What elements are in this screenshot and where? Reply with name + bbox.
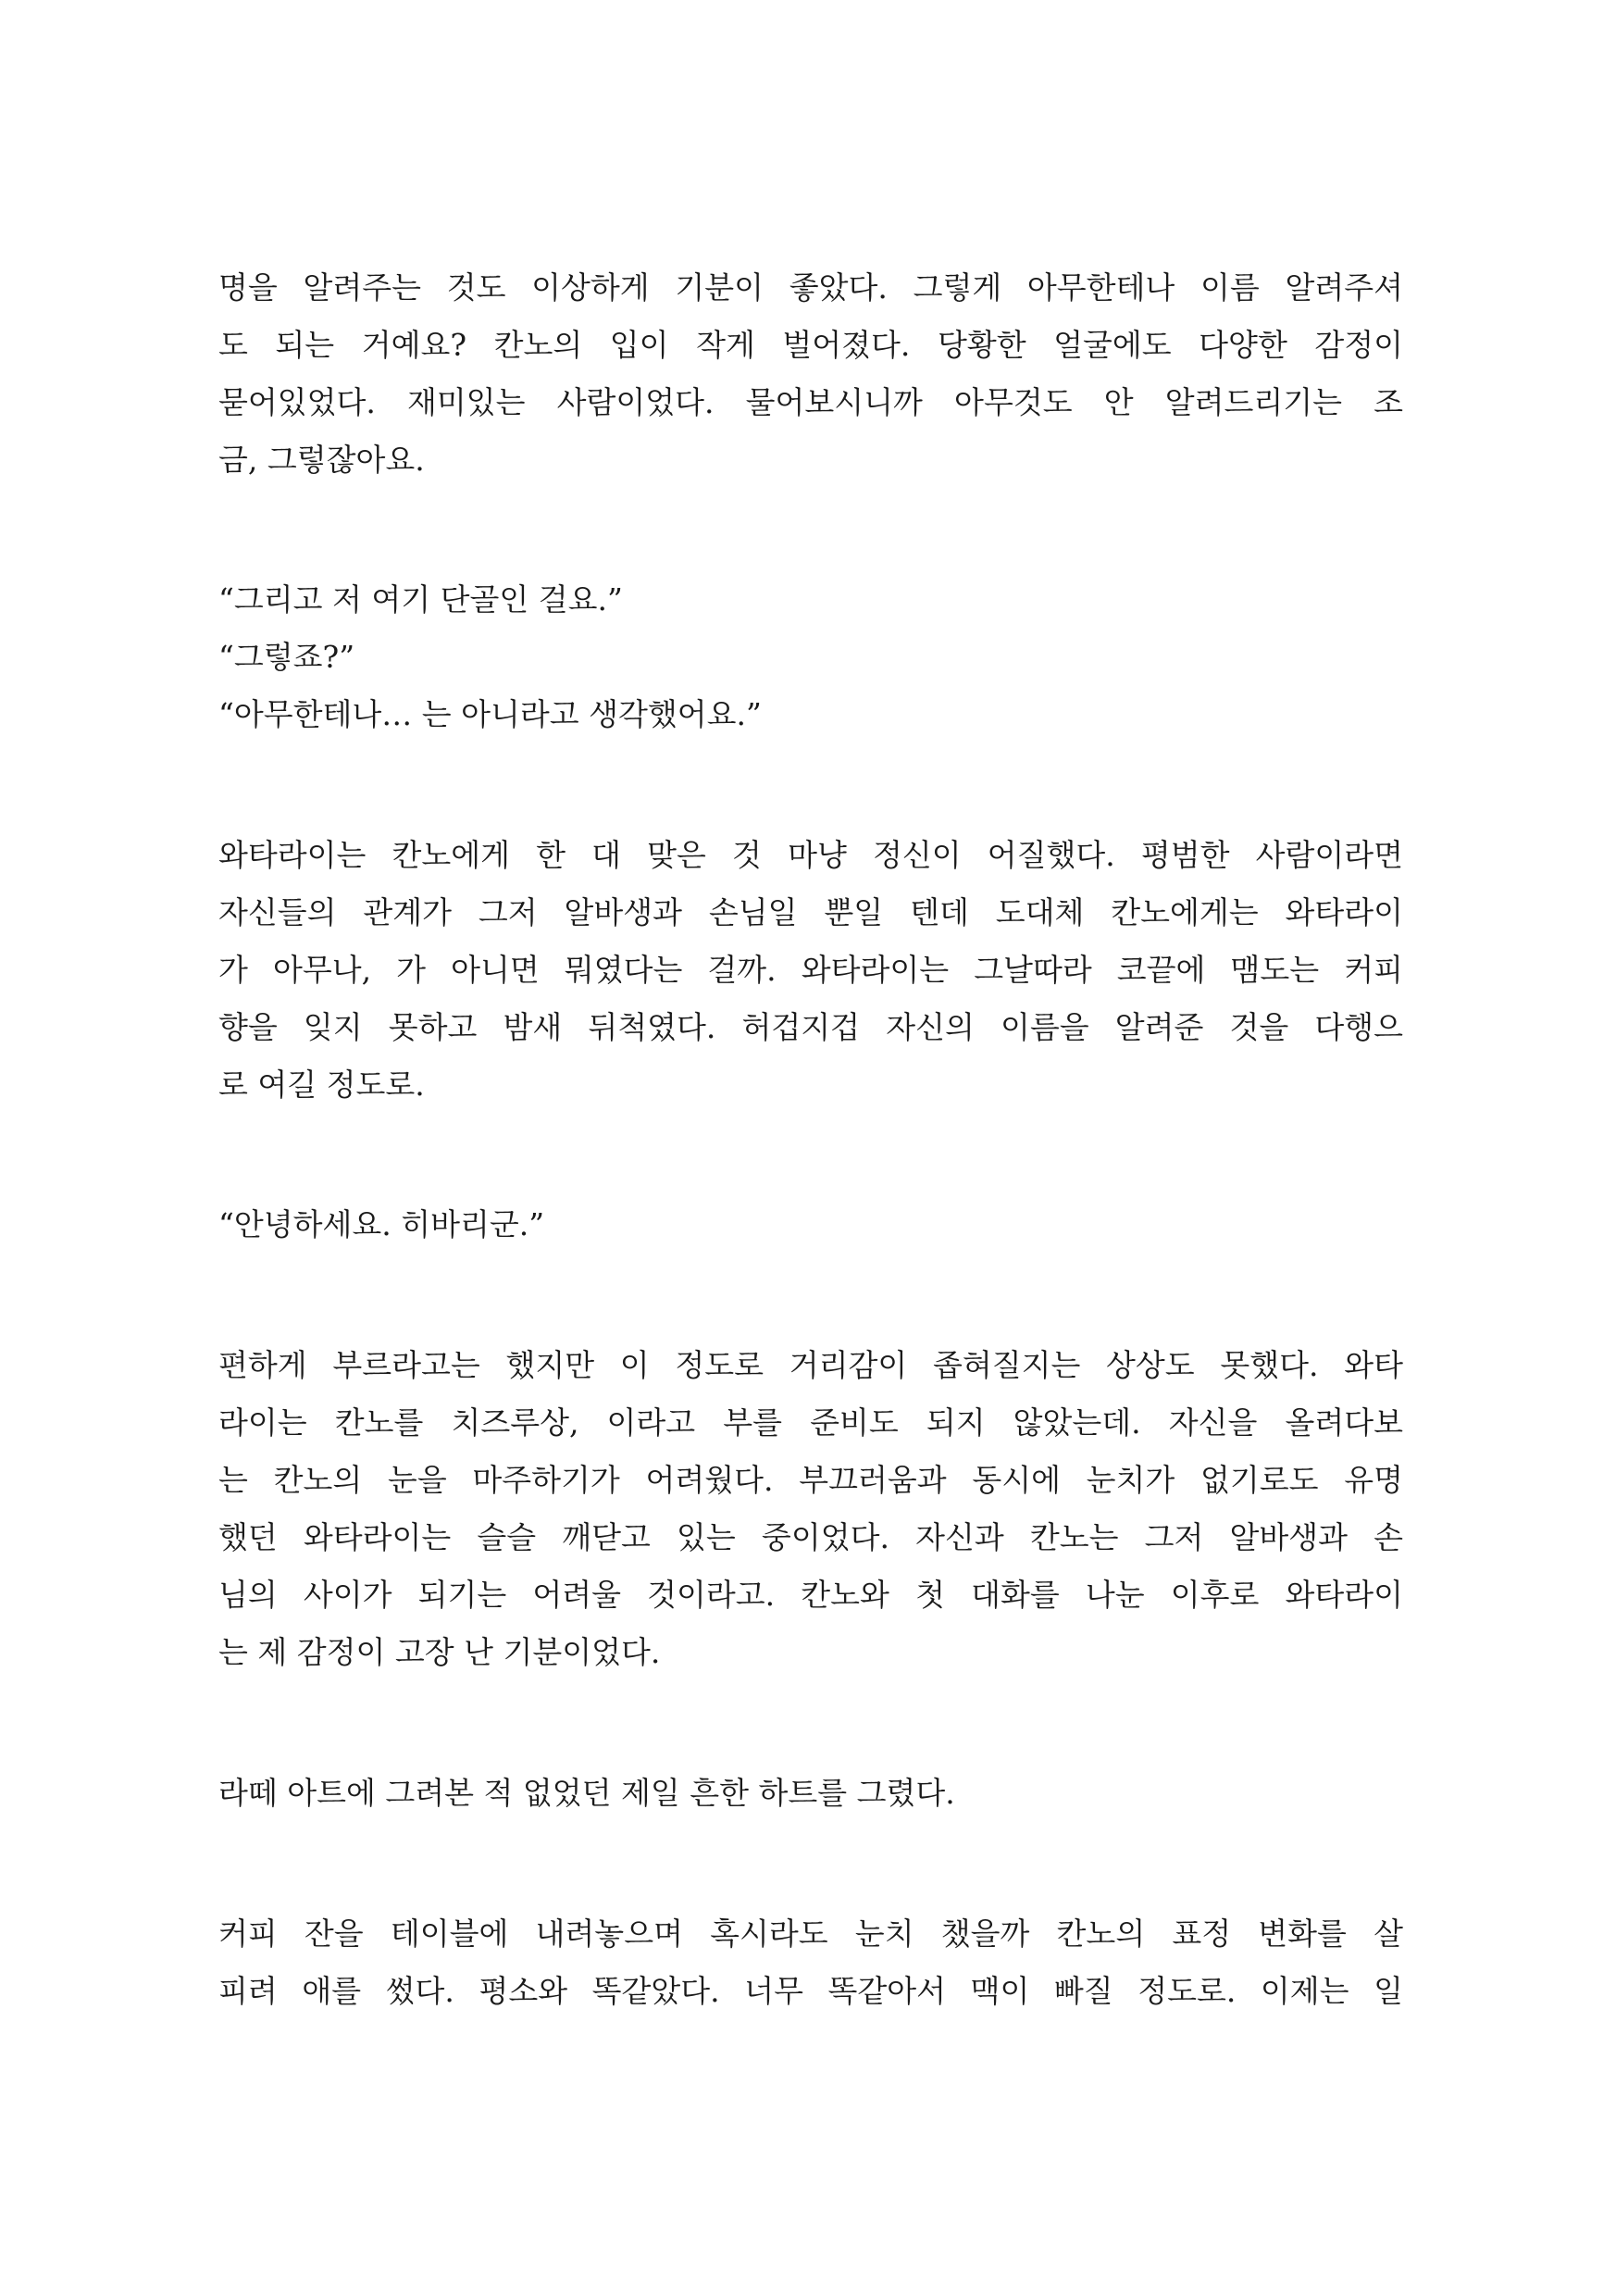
text-line: 로 여길 정도로. [218, 1067, 425, 1103]
text-line: 금, 그렇잖아요. [218, 442, 425, 478]
text-line: 도 되는 거예요? 칸노의 입이 작게 벌어졌다. 당황한 얼굴에도 다양한 감정이 [218, 327, 1403, 363]
text-line: 커피 잔을 테이블에 내려놓으며 혹시라도 눈치 챘을까 칸노의 표정 변화를 살 [218, 1915, 1403, 1952]
text-line: 했던 와타라이는 슬슬 깨닫고 있는 중이었다. 자신과 칸노는 그저 알바생과 손 [218, 1519, 1403, 1555]
text-line: 향을 잊지 못하고 밤새 뒤척였다. 허겁지겁 자신의 이름을 알려준 것을 다행으 [218, 1009, 1403, 1045]
dialogue-line: “아무한테나… 는 아니라고 생각했어요.” [218, 696, 762, 732]
text-line: 는 칸노의 눈을 마주하기가 어려웠다. 부끄러움과 동시에 눈치가 없기로도 유명 [218, 1462, 1403, 1498]
text-line: 라이는 칸노를 치즈루상, 이라고 부를 준비도 되지 않았는데. 자신을 올려다보 [218, 1404, 1403, 1441]
text-line: 편하게 부르라고는 했지만 이 정도로 거리감이 좁혀질지는 상상도 못했다. 와타 [218, 1347, 1403, 1383]
text-line: 묻어있었다. 재미있는 사람이었다. 물어보시니까 아무것도 안 알려드리기는 조 [218, 384, 1403, 420]
text-line: 님의 사이가 되기는 어려울 것이라고. 칸노와 첫 대화를 나눈 이후로 와타라이 [218, 1577, 1403, 1613]
text-line: 는 제 감정이 고장 난 기분이었다. [218, 1634, 661, 1670]
text-line: 피려 애를 썼다. 평소와 똑같았다. 너무 똑같아서 맥이 빠질 정도로. 이제는 일 [218, 1973, 1403, 2009]
text-line: 와타라이는 칸노에게 한 대 맞은 것 마냥 정신이 어질했다. 평범한 사람이라면 [218, 837, 1403, 873]
text-line: 라떼 아트에 그려본 적 없었던 제일 흔한 하트를 그렸다. [218, 1775, 955, 1811]
dialogue-line: “그리고 저 여기 단골인 걸요.” [218, 581, 623, 618]
dialogue-line: “안녕하세요. 히바리군.” [218, 1206, 545, 1242]
text-line: 가 아무나, 가 아니면 뭐였다는 걸까. 와타라이는 그날따라 코끝에 맴도는 커피 [218, 952, 1403, 988]
text-line: 명을 알려주는 것도 이상하게 기분이 좋았다. 그렇게 아무한테나 이름 알려주셔 [218, 269, 1403, 306]
dialogue-line: “그렇죠?” [218, 639, 355, 675]
text-line: 자신들의 관계가 그저 알바생과 손님일 뿐일 텐데 도대체 칸노에게는 와타라이 [218, 894, 1403, 930]
